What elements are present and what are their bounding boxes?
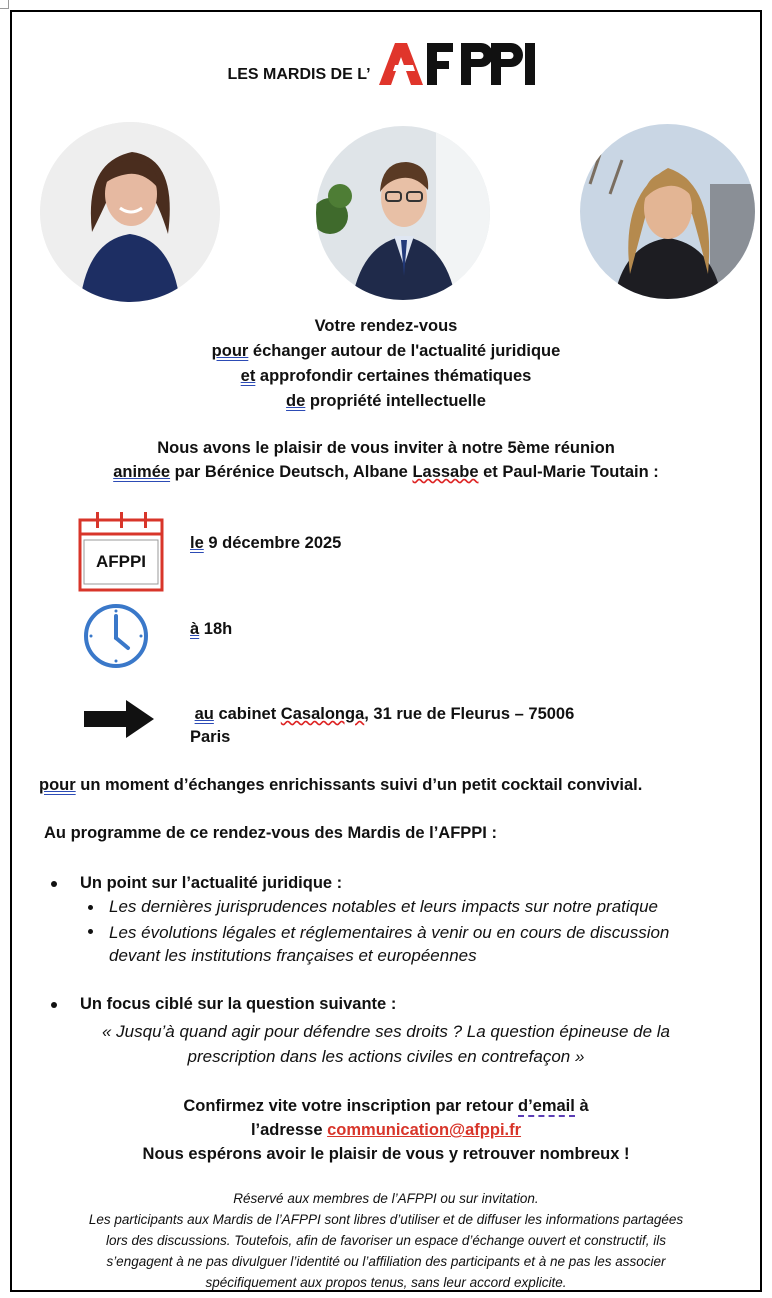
invite-line-2: animée par Bérénice Deutsch, Albane Lassabe et Paul-Marie Toutain : (113, 463, 659, 481)
footer-line-4: s’engagent à ne pas divulguer l’identité ou l’affiliation des participants et à ne pas les associer (106, 1254, 666, 1269)
bullet-dot (51, 1002, 57, 1008)
program-quote-line-1: « Jusqu’à quand agir pour défendre ses droits ? La question épineuse de la (101, 1022, 670, 1041)
speaker-photo-1 (40, 122, 220, 302)
program-title: Au programme de ce rendez-vous des Mardis de l’AFPPI : (44, 824, 497, 842)
footer-line-3: lors des discussions. Toutefois, afin de favoriser un espace d’échange ouvert et constructif, ils (105, 1233, 667, 1248)
intro-line-2: pour échanger autour de l'actualité juridique (211, 342, 561, 360)
arrow-right-icon (84, 700, 154, 738)
program-point-2: Un focus ciblé sur la question suivante : (80, 995, 397, 1013)
event-date: le 9 décembre 2025 (190, 534, 342, 552)
confirm-block (0, 1094, 772, 1166)
program-sub-2-line-1: Les évolutions légales et réglementaires à venir ou en cours de discussion (109, 923, 670, 942)
confirm-line-1: Confirmez vite votre inscription par retour d’email à (183, 1097, 589, 1115)
event-place-line-2: Paris (190, 728, 231, 746)
event-place (190, 703, 574, 749)
email-link[interactable]: communication@afppi.fr (327, 1121, 522, 1139)
intro-block (0, 314, 772, 414)
program-point-1: Un point sur l’actualité juridique : (80, 874, 343, 892)
intro-line-1: Votre rendez-vous (314, 317, 458, 335)
calendar-icon (78, 510, 164, 592)
program-sub-1: Les dernières jurisprudences notables et leurs impacts sur notre pratique (109, 897, 659, 916)
header (0, 38, 772, 88)
speaker-photo-2 (316, 126, 490, 300)
clock-icon (82, 602, 150, 670)
event-time: à 18h (190, 620, 233, 638)
program-sub-2-line-2: devant les institutions françaises et européennes (109, 946, 477, 965)
moment-line: pour un moment d’échanges enrichissants suivi d’un petit cocktail convivial. (39, 776, 643, 794)
bullet-dot (51, 881, 57, 887)
calendar-logo-text: AFPPI (95, 552, 147, 571)
speaker-photo-3 (580, 124, 755, 299)
program-sub-2 (109, 921, 669, 967)
confirm-line-3: Nous espérons avoir le plaisir de vous y retrouver nombreux ! (142, 1145, 630, 1163)
footer-note (20, 1188, 752, 1293)
header-title: LES MARDIS DE L’ (227, 66, 371, 83)
footer-line-1: Réservé aux membres de l’AFPPI ou sur invitation. (233, 1191, 539, 1206)
intro-line-4: de propriété intellectuelle (286, 392, 486, 410)
bullet-dot (88, 929, 93, 934)
program-quote-line-2: prescription dans les actions civiles en contrefaçon » (187, 1047, 585, 1066)
page-corner-mark (0, 0, 9, 9)
intro-line-3: et approfondir certaines thématiques (240, 367, 532, 385)
confirm-line-2: l’adresse communication@afppi.fr (250, 1121, 522, 1139)
invite-line-1: Nous avons le plaisir de vous inviter à notre 5ème réunion (157, 439, 615, 457)
invite-block (0, 436, 772, 484)
footer-line-5: spécifiquement aux propos tenus, sans leur accord explicite. (205, 1275, 567, 1290)
event-place-line-1: au cabinet Casalonga, 31 rue de Fleurus – 75006 (194, 705, 575, 723)
afppi-logo (375, 37, 545, 89)
footer-line-2: Les participants aux Mardis de l’AFPPI sont libres d’utiliser et de diffuser les informations partagées (88, 1212, 684, 1227)
bullet-dot (88, 905, 93, 910)
program-quote (0, 1019, 772, 1069)
